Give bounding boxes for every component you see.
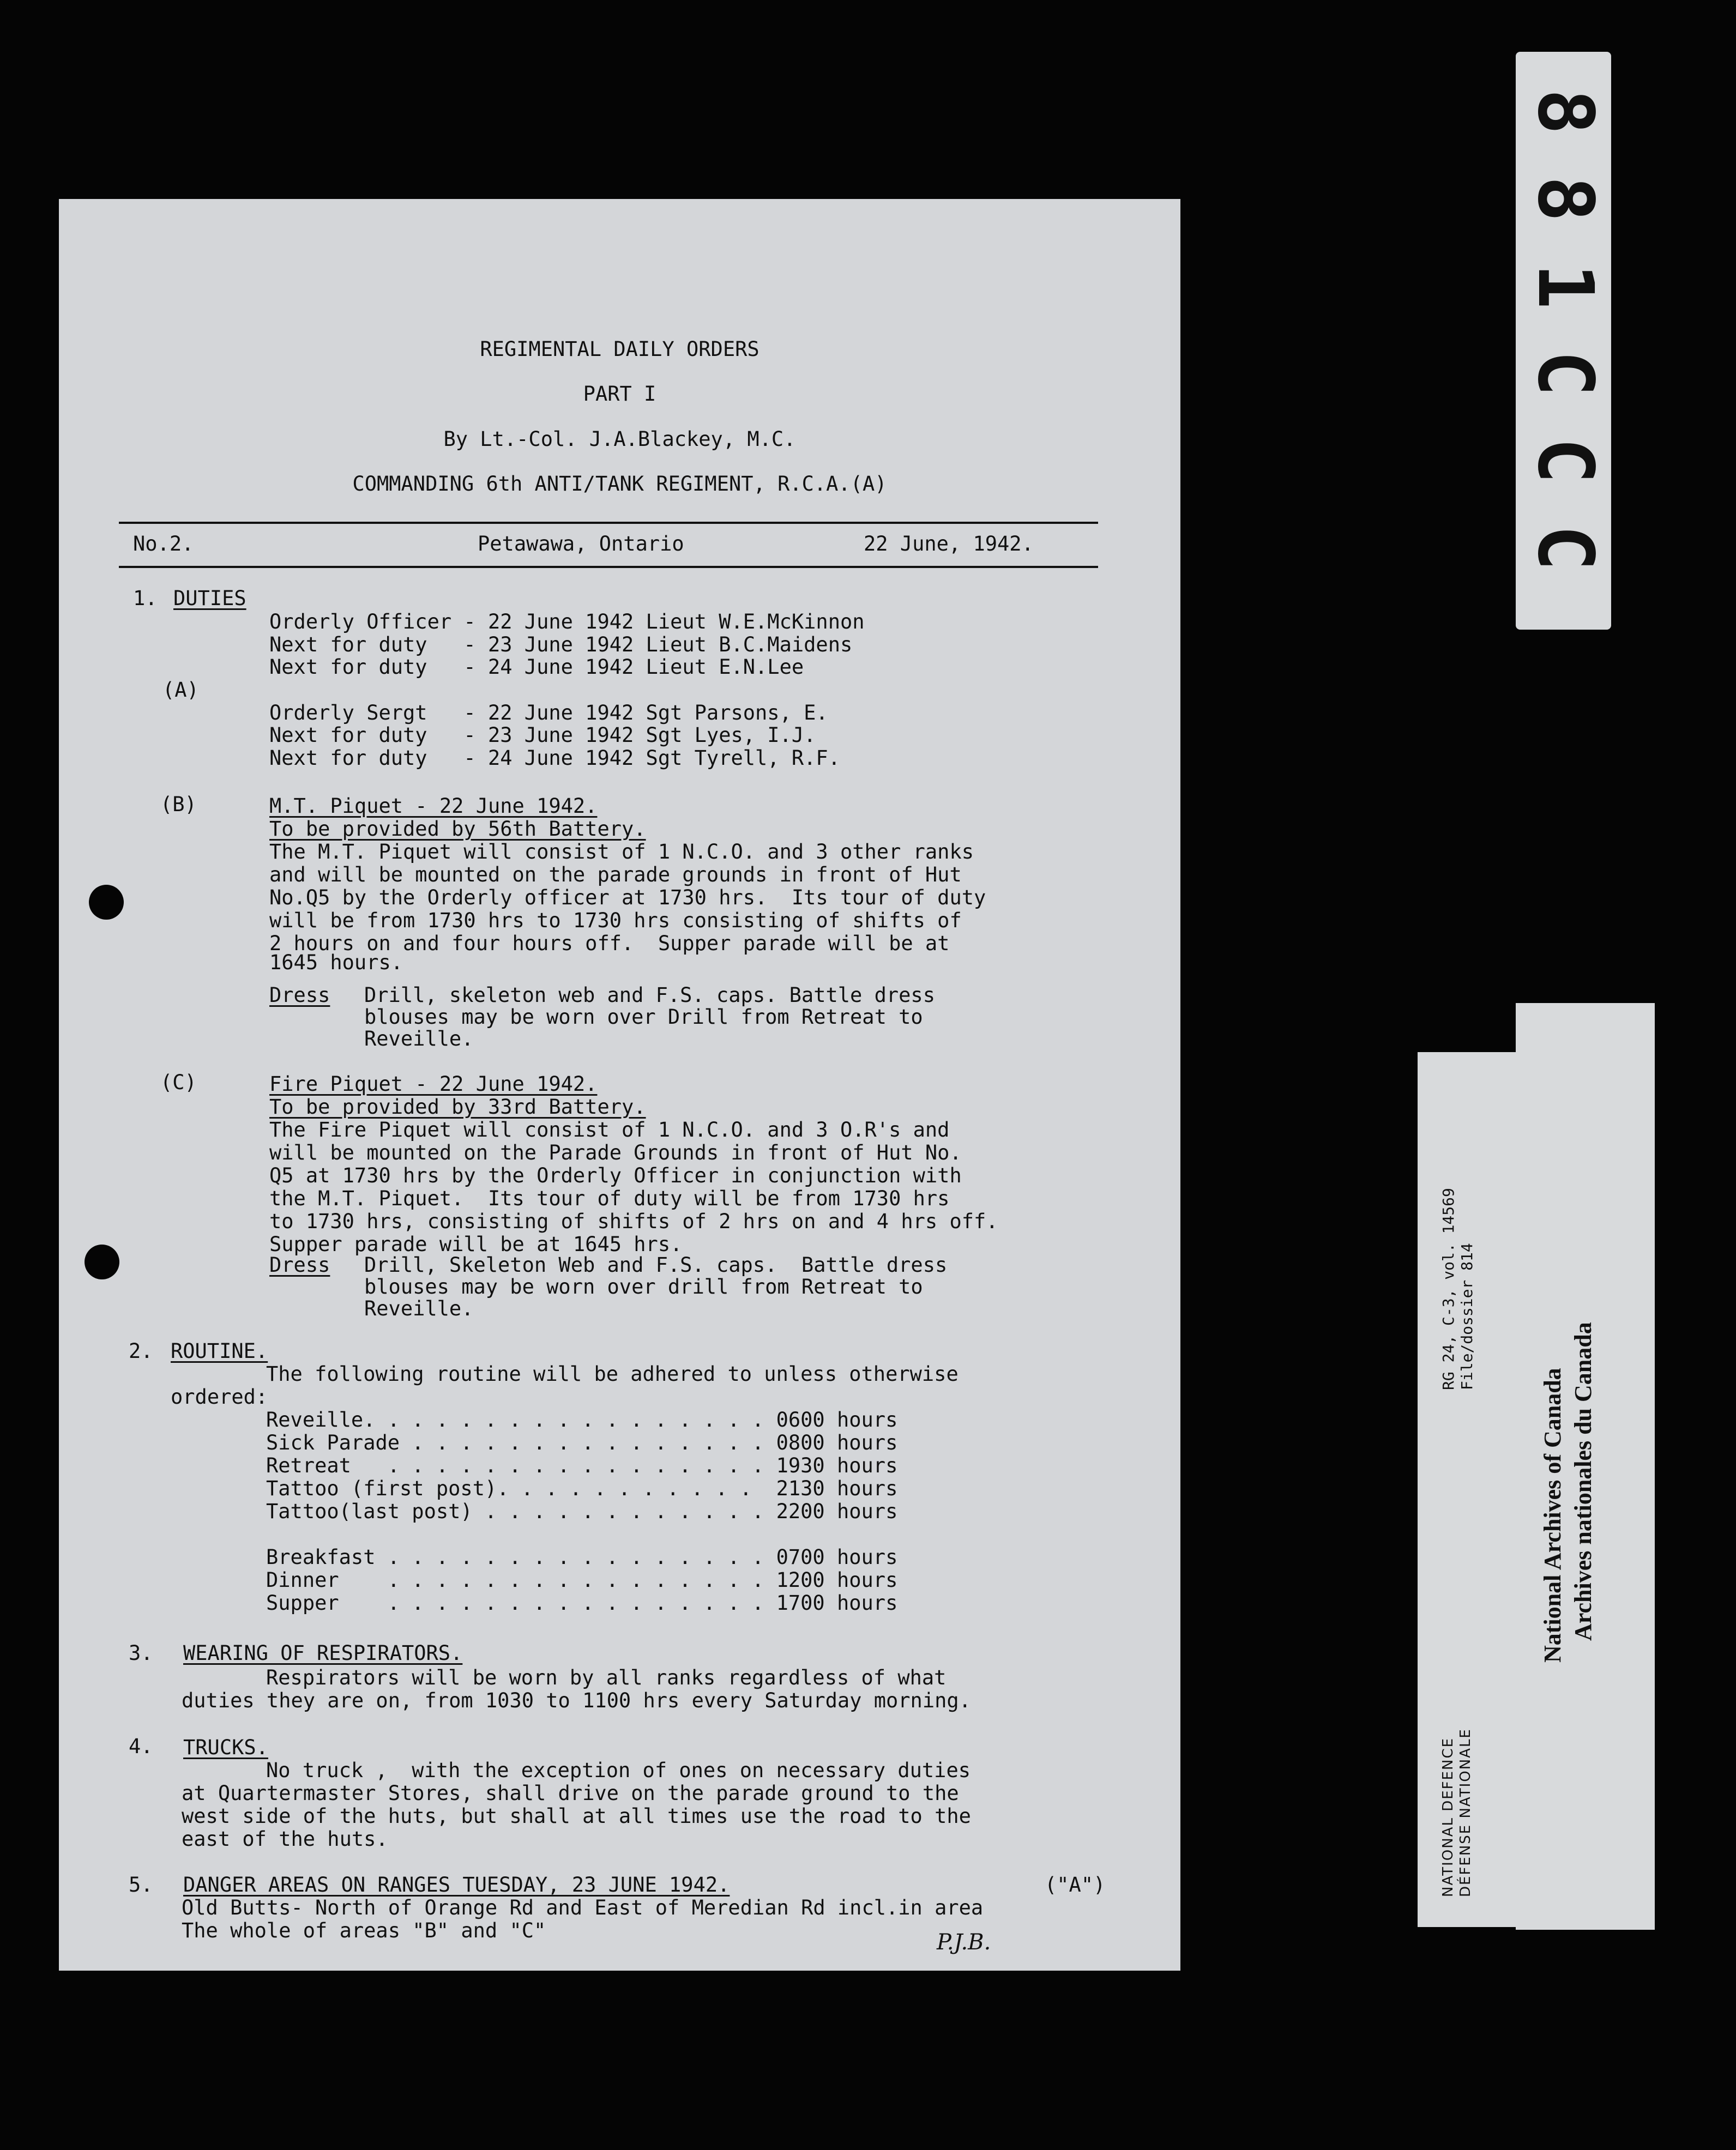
section-2-heading: ROUTINE. <box>171 1339 268 1363</box>
trucks-line: at Quartermaster Stores, shall drive on the parade ground to the <box>182 1781 959 1805</box>
mt-piquet-line: and will be mounted on the parade grounds in front of Hut <box>269 863 962 886</box>
stamp-digit: 8 <box>1521 176 1610 222</box>
routine-row: Supper . . . . . . . . . . . . . . . . 1700 hours <box>266 1591 898 1615</box>
document-sheet <box>59 199 1180 1971</box>
issued-by: By Lt.-Col. J.A.Blackey, M.C. <box>443 427 796 451</box>
archives-name <box>1538 1322 1599 1663</box>
archive-reference <box>1439 1188 1476 1390</box>
duty-line: Orderly Officer - 22 June 1942 Lieut W.E.McKinnon <box>269 610 865 633</box>
fire-piquet-line: will be mounted on the Parade Grounds in front of Hut No. <box>269 1141 962 1164</box>
frame-number-stamp <box>1516 52 1611 630</box>
routine-row: Breakfast . . . . . . . . . . . . . . . . 0700 hours <box>266 1545 898 1569</box>
danger-area-line: The whole of areas "B" and "C" <box>182 1919 546 1942</box>
section-4-number: 4. <box>129 1735 153 1758</box>
duty-line: Next for duty - 23 June 1942 Lieut B.C.Maidens <box>269 633 853 656</box>
section-1-heading: DUTIES <box>173 587 246 610</box>
mt-piquet-line: To be provided by 56th Battery. <box>269 817 646 841</box>
mt-piquet-line: No.Q5 by the Orderly officer at 1730 hrs. Its tour of duty <box>269 886 986 909</box>
section-5-tag: ("A") <box>1045 1873 1106 1897</box>
header-rule-bottom <box>119 566 1098 568</box>
routine-row: Tattoo(last post) . . . . . . . . . . . . 2200 hours <box>266 1500 898 1523</box>
commanding-line: COMMANDING 6th ANTI/TANK REGIMENT, R.C.A.(A) <box>352 472 887 496</box>
department-line: DÉFENSE NATIONALE <box>1457 1728 1474 1897</box>
duty-line: Next for duty - 24 June 1942 Sgt Tyrell, R.F. <box>269 746 840 770</box>
section-1-a-label: (A) <box>162 678 199 702</box>
mt-piquet-line: 2 hours on and four hours off. Supper parade will be at <box>269 932 950 955</box>
routine-row: Retreat . . . . . . . . . . . . . . . . 1930 hours <box>266 1454 898 1477</box>
mt-piquet-title: M.T. Piquet - 22 June 1942. <box>269 794 598 818</box>
trucks-line: east of the huts. <box>182 1827 388 1851</box>
routine-row: Tattoo (first post). . . . . . . . . . . 2130 hours <box>266 1477 898 1500</box>
archive-ref-line: File/dossier 814 <box>1458 1243 1476 1390</box>
routine-row: Sick Parade . . . . . . . . . . . . . . . 0800 hours <box>266 1431 898 1454</box>
fire-piquet-line: the M.T. Piquet. Its tour of duty will be from 1730 hrs <box>269 1187 950 1210</box>
section-1-number: 1. <box>133 587 158 610</box>
document-title: REGIMENTAL DAILY ORDERS <box>480 337 760 361</box>
section-3-number: 3. <box>129 1641 153 1665</box>
mt-dress-line: blouses may be worn over Drill from Retreat to <box>364 1005 923 1029</box>
stamp-digit: C <box>1521 437 1610 484</box>
archives-name-en: National Archives of Canada <box>1539 1368 1566 1663</box>
respirators-line: duties they are on, from 1030 to 1100 hrs every Saturday morning. <box>182 1689 971 1712</box>
fire-dress-label: Dress <box>269 1253 330 1277</box>
mt-piquet-line: will be from 1730 hrs to 1730 hrs consisting of shifts of <box>269 909 962 932</box>
order-date: 22 June, 1942. <box>864 532 1034 555</box>
mt-dress-line: Reveille. <box>364 1027 474 1050</box>
mt-piquet-line: The M.T. Piquet will consist of 1 N.C.O. and 3 other ranks <box>269 840 974 863</box>
fire-piquet-line: to 1730 hrs, consisting of shifts of 2 hrs on and 4 hrs off. <box>269 1210 998 1233</box>
section-1-b-label: (B) <box>160 793 197 816</box>
routine-intro: ordered: <box>171 1385 268 1409</box>
national-archives-label <box>1516 1003 1655 1930</box>
fire-dress-line: Reveille. <box>364 1297 474 1320</box>
routine-intro: The following routine will be adhered to unless otherwise <box>266 1362 959 1386</box>
respirators-line: Respirators will be worn by all ranks regardless of what <box>266 1666 947 1689</box>
duty-line: Next for duty - 23 June 1942 Sgt Lyes, I.J. <box>269 723 816 747</box>
section-1-c-label: (C) <box>160 1071 197 1094</box>
handwritten-initials: P.J.B. <box>937 1930 991 1955</box>
section-4-heading: TRUCKS. <box>183 1736 268 1759</box>
stamp-digit: 1 <box>1521 263 1610 310</box>
stamp-digit: C <box>1521 524 1610 571</box>
fire-piquet-line: To be provided by 33rd Battery. <box>269 1095 646 1119</box>
section-3-heading: WEARING OF RESPIRATORS. <box>183 1641 463 1665</box>
department-line: NATIONAL DEFENCE <box>1440 1737 1456 1897</box>
section-5-heading: DANGER AREAS ON RANGES TUESDAY, 23 JUNE 1942. <box>183 1873 730 1897</box>
trucks-line: No truck , with the exception of ones on necessary duties <box>266 1759 971 1782</box>
document-part: PART I <box>583 382 656 406</box>
header-rule-top <box>119 522 1098 524</box>
stamp-digit: 8 <box>1521 88 1610 135</box>
archive-reference-label <box>1418 1052 1516 1927</box>
archive-ref-line: RG 24, C-3, vol. 14569 <box>1439 1188 1457 1390</box>
frame-number-digits <box>1516 52 1611 630</box>
routine-row: Reveille. . . . . . . . . . . . . . . . . 0600 hours <box>266 1408 898 1432</box>
fire-piquet-line: Q5 at 1730 hrs by the Orderly Officer in conjunction with <box>269 1164 962 1187</box>
danger-area-line: Old Butts- North of Orange Rd and East of Meredian Rd incl.in area <box>182 1896 984 1919</box>
mt-dress-label: Dress <box>269 983 330 1007</box>
trucks-line: west side of the huts, but shall at all times use the road to the <box>182 1804 971 1828</box>
department-label <box>1439 1728 1474 1897</box>
duty-line: Next for duty - 24 June 1942 Lieut E.N.Lee <box>269 655 804 679</box>
fire-piquet-line: The Fire Piquet will consist of 1 N.C.O. and 3 O.R's and <box>269 1118 950 1142</box>
order-number: No.2. <box>133 532 194 555</box>
fire-dress-line: blouses may be worn over drill from Retreat to <box>364 1275 923 1299</box>
stamp-digit: C <box>1521 350 1610 397</box>
section-2-number: 2. <box>129 1339 153 1363</box>
fire-piquet-title: Fire Piquet - 22 June 1942. <box>269 1072 598 1096</box>
section-5-number: 5. <box>129 1873 153 1897</box>
punch-hole <box>89 885 124 920</box>
fire-dress-line: Drill, Skeleton Web and F.S. caps. Battle dress <box>364 1253 948 1277</box>
routine-row: Dinner . . . . . . . . . . . . . . . . 1200 hours <box>266 1568 898 1592</box>
mt-dress-line: Drill, skeleton web and F.S. caps. Battle dress <box>364 983 935 1007</box>
duty-line: Orderly Sergt - 22 June 1942 Sgt Parsons, E. <box>269 701 828 724</box>
order-place: Petawawa, Ontario <box>478 532 684 555</box>
punch-hole <box>85 1245 119 1279</box>
fire-piquet-line: Supper parade will be at 1645 hrs. <box>269 1233 683 1256</box>
archives-name-fr: Archives nationales du Canada <box>1570 1322 1596 1641</box>
mt-piquet-line: 1645 hours. <box>269 951 403 974</box>
